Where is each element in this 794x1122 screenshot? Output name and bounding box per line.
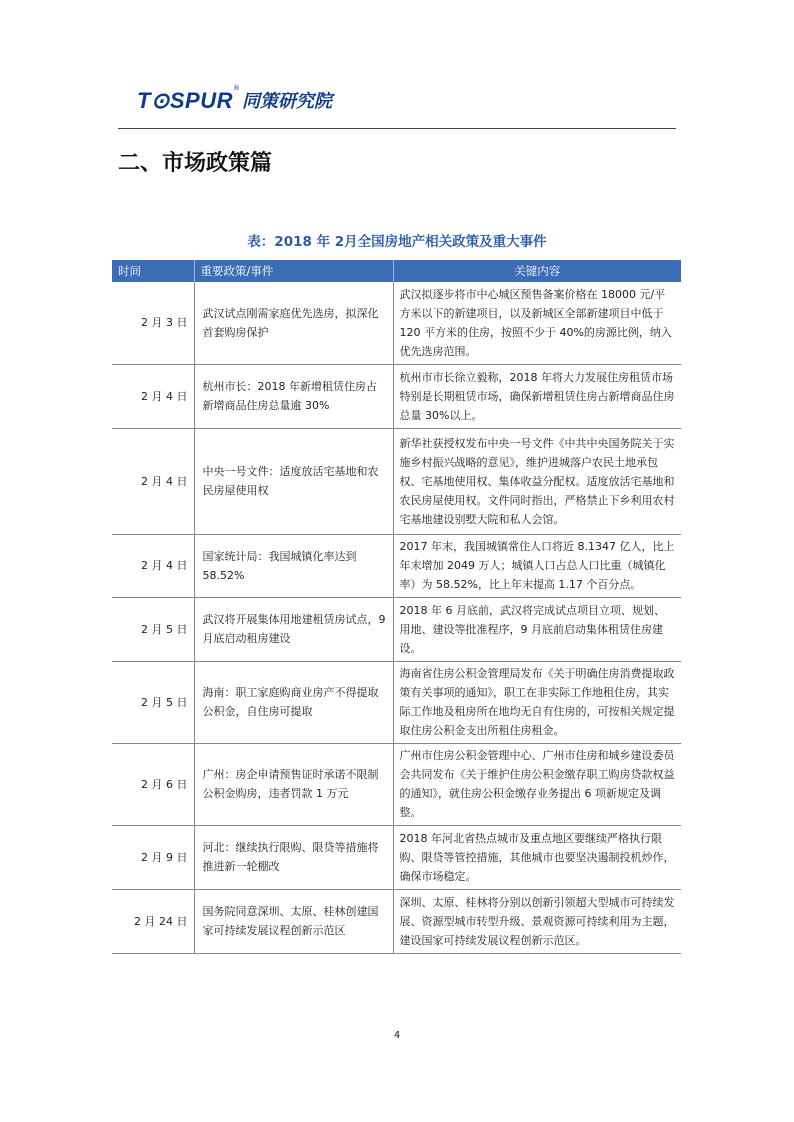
row-event: 河北：继续执行限购、限贷等措施将推进新一轮棚改 — [194, 825, 393, 889]
page-number: 4 — [393, 1030, 401, 1041]
row-event: 武汉将开展集体用地建租赁房试点，9 月底启动租房建设 — [194, 597, 393, 661]
policy-table-body — [112, 282, 681, 953]
policy-table — [112, 260, 681, 954]
table-header-row — [112, 260, 681, 282]
column-header-content: 关键内容 — [393, 260, 681, 282]
row-event: 武汉试点刚需家庭优先选房，拟深化首套购房保护 — [194, 282, 393, 364]
row-event: 国家统计局：我国城镇化率达到 58.52% — [194, 534, 393, 597]
row-date: 2 月 4 日 — [112, 534, 194, 597]
row-event: 中央一号文件：适度放活宅基地和农民房屋使用权 — [194, 428, 393, 534]
table-caption: 表：2018 年 2月全国房地产相关政策及重大事件 — [247, 234, 547, 250]
row-content: 广州市住房公积金管理中心、广州市住房和城乡建设委员会共同发布《关于维护住房公积金缴存职工购房贷款权益的通知》，就住房公积金缴存业务提出 6 项新规定及调整。 — [393, 743, 681, 825]
column-header-time: 时间 — [112, 260, 194, 282]
brand-logo — [137, 86, 332, 112]
table-row — [112, 428, 681, 534]
row-content: 2018 年 6 月底前，武汉将完成试点项目立项、规划、用地、建设等批准程序，9 月底前启动集体租赁住房建设。 — [393, 597, 681, 661]
row-content: 2018 年河北省热点城市及重点地区要继续严格执行限购、限贷等管控措施，其他城市也要坚决遏制投机炒作，确保市场稳定。 — [393, 825, 681, 889]
logo-chinese-name: 同策研究院 — [242, 91, 332, 112]
row-content: 深圳、太原、桂林将分别以创新引领超大型城市可持续发展、资源型城市转型升级、景观资源可持续利用为主题，建设国家可持续发展议程创新示范区。 — [393, 889, 681, 953]
table-row — [112, 825, 681, 889]
row-event: 杭州市长：2018 年新增租赁住房占新增商品住房总量逾 30% — [194, 364, 393, 428]
header-divider — [118, 128, 676, 129]
table-row — [112, 743, 681, 825]
row-date: 2 月 5 日 — [112, 661, 194, 743]
table-row — [112, 661, 681, 743]
row-event: 国务院同意深圳、太原、桂林创建国家可持续发展议程创新示范区 — [194, 889, 393, 953]
table-row — [112, 534, 681, 597]
column-header-event: 重要政策/事件 — [194, 260, 393, 282]
logo-wordmark: T⊙SPUR — [137, 88, 233, 113]
row-event: 海南：职工家庭购商业房产不得提取公积金，自住房可提取 — [194, 661, 393, 743]
table-row — [112, 364, 681, 428]
row-date: 2 月 24 日 — [112, 889, 194, 953]
table-row — [112, 282, 681, 364]
table-row — [112, 597, 681, 661]
section-title: 二、市场政策篇 — [118, 151, 273, 176]
row-content: 武汉拟逐步将市中心城区预售备案价格在 18000 元/平方米以下的新建项目，以及新城区全部新建项目中低于 120 平方米的住房，按照不少于 40%的房源比例，纳入优先选房范围。 — [393, 282, 681, 364]
logo-registered-mark: ® — [233, 84, 240, 92]
row-date: 2 月 3 日 — [112, 282, 194, 364]
row-content: 新华社获授权发布中央一号文件《中共中央国务院关于实施乡村振兴战略的意见》，维护进城落户农民土地承包权、宅基地使用权、集体收益分配权。适度放活宅基地和农民房屋使用权。文件同时指出，严格禁止下乡利用农村宅基地建设别墅大院和私人会馆。 — [393, 428, 681, 534]
row-date: 2 月 9 日 — [112, 825, 194, 889]
row-date: 2 月 5 日 — [112, 597, 194, 661]
row-content: 海南省住房公积金管理局发布《关于明确住房消费提取政策有关事项的通知》，职工在非实际工作地租住房，其实际工作地及租房所在地均无自有住房的，可按相关规定提取住房公积金支出所租住房租金。 — [393, 661, 681, 743]
row-content: 杭州市市长徐立毅称，2018 年将大力发展住房租赁市场特别是长期租赁市场，确保新增租赁住房占新增商品住房总量 30%以上。 — [393, 364, 681, 428]
row-event: 广州：房企申请预售证时承诺不限制公积金购房，违者罚款 1 万元 — [194, 743, 393, 825]
row-date: 2 月 6 日 — [112, 743, 194, 825]
row-date: 2 月 4 日 — [112, 364, 194, 428]
row-date: 2 月 4 日 — [112, 428, 194, 534]
table-row — [112, 889, 681, 953]
row-content: 2017 年末，我国城镇常住人口将近 8.1347 亿人，比上年末增加 2049 万人；城镇人口占总人口比重（城镇化率）为 58.52%，比上年末提高 1.17 个百分点。 — [393, 534, 681, 597]
